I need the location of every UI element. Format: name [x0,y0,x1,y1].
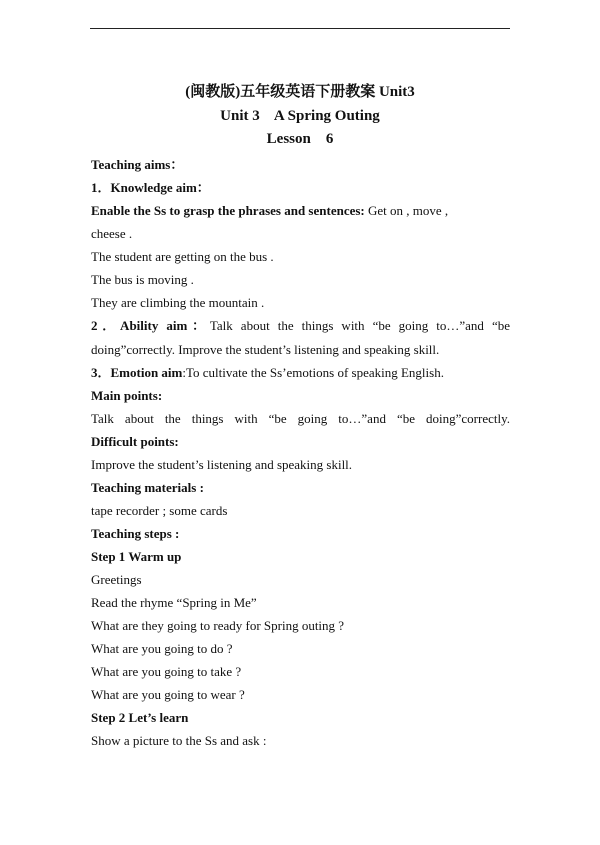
teaching-aims-heading: Teaching aims： [91,157,184,172]
show-picture-text: Show a picture to the Ss and ask : [91,733,267,748]
step-1-heading: Step 1 Warm up [91,549,182,564]
rhyme-text: Read the rhyme “Spring in Me” [91,595,257,610]
materials-heading: Teaching materials : [91,480,204,495]
header-rule [90,28,510,29]
main-points-text: Talk about the things with “be going to…”and “be doing”correctly. [91,411,510,426]
enable-label: Enable the Ss to grasp the phrases and sentences: [91,203,365,218]
document-title: (闽教版)五年级英语下册教案 Unit3 [185,84,415,100]
ability-text: Talk about the things with “be going to…”and “be [209,318,510,333]
difficult-points-heading: Difficult points: [91,434,179,449]
emotion-text: :To cultivate the Ss’emotions of speaking English. [182,365,444,380]
step-2-heading: Step 2 Let’s learn [91,710,189,725]
question-3: What are you going to take ? [91,664,242,679]
ability-label: 2．Ability aim： [91,318,210,333]
lesson-heading: Lesson 6 [266,131,334,147]
greetings-text: Greetings [91,572,142,587]
knowledge-aim-heading: 1．Knowledge aim： [91,180,210,195]
enable-line [91,202,510,219]
materials-text: tape recorder ; some cards [91,503,228,518]
sentence-2: The bus is moving . [91,272,194,287]
main-points-heading: Main points: [91,388,163,403]
emotion-line [91,364,510,381]
emotion-label: 3．Emotion aim [91,365,183,380]
difficult-points-text: Improve the student’s listening and speaking skill. [91,457,353,472]
sentence-1: The student are getting on the bus . [91,249,274,264]
unit-heading: Unit 3 A Spring Outing [220,108,380,124]
steps-heading: Teaching steps : [91,526,180,541]
sentence-3: They are climbing the mountain . [91,295,265,310]
ability-line [91,317,510,334]
question-4: What are you going to wear ? [91,687,245,702]
enable-text: Get on , move , [364,203,449,218]
ability-continued: doing”correctly. Improve the student’s listening and speaking skill. [91,342,440,357]
question-2: What are you going to do ? [91,641,233,656]
cheese-line: cheese . [91,226,133,241]
question-1: What are they going to ready for Spring outing ? [91,618,345,633]
